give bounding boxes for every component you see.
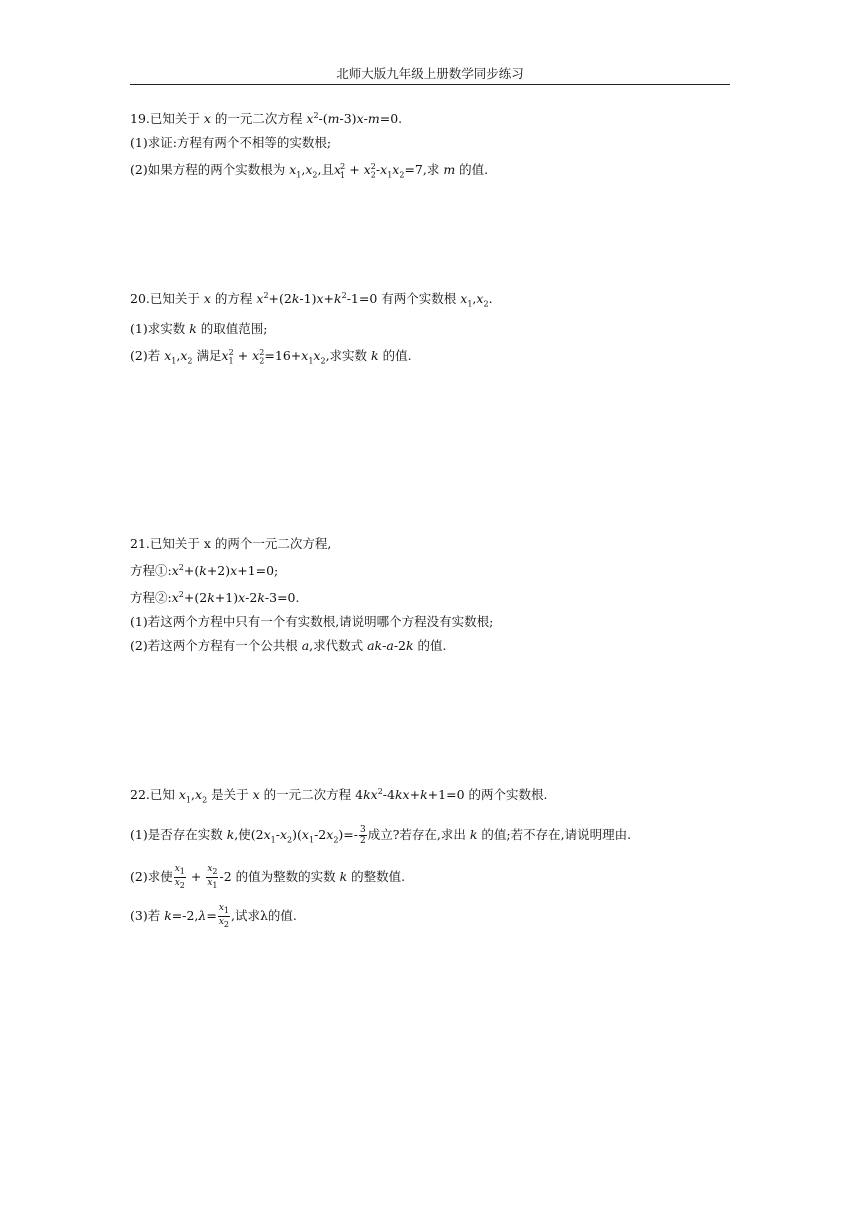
problem-21-equation-2: 方程$②:x^2+(2k+1)x-2k-3=0$. bbox=[130, 590, 300, 606]
problem-21-stem: 21.已知关于 x 的两个一元二次方程, bbox=[130, 536, 332, 551]
problem-21-equation-1: 方程$①:x^2+(k+2)x+1=0$; bbox=[130, 563, 279, 579]
problem-19 bbox=[130, 104, 488, 188]
problem-20-stem: 20.已知关于 x 的方程 $x^2+(2k-1)x+k^2-1=0$ 有两个实数根 $x_1,x_2$. bbox=[130, 291, 493, 309]
problem-20 bbox=[130, 284, 493, 373]
problem-20-part-2: (2)若 $x_1,x_2$ 满足$x_1^2 + x_2^2=16+x_1x_2$,求实数 k 的值. bbox=[130, 347, 412, 366]
problem-19-part-2: (2)如果方程的两个实数根为 $x_1,x_2$,且$x_1^2 + x_2^2-x_1x_2=7$,求 m 的值. bbox=[130, 162, 489, 180]
problem-21-part-2: (2)若这两个方程有一个公共根 a,求代数式 ak-a-2k 的值. bbox=[130, 638, 447, 654]
problem-21 bbox=[130, 532, 493, 658]
problem-22-part-1: (1)是否存在实数 k,使$(2x_1-x_2)(x_1-2x_2)=-$ $\frac{3}{2}$ 成立?若存在,求出 k 的值;若不存在,请说明理由. bbox=[130, 824, 632, 846]
problem-19-part-1: (1)求证:方程有两个不相等的实数根; bbox=[130, 135, 332, 151]
problem-22-stem: 22.已知 $x_1,x_2$ 是关于 x 的一元二次方程 $4kx^2-4kx+k+1=0$ 的两个实数根. bbox=[130, 787, 548, 805]
header-divider bbox=[130, 84, 730, 85]
page-header-title: 北师大版九年级上册数学同步练习 bbox=[336, 66, 524, 81]
problem-22-part-3: (3)若 k=-2,λ= $\frac{x_1}{x_2}$ ,试求λ的值. bbox=[130, 902, 297, 929]
problem-19-stem: 19.已知关于 x 的一元二次方程 $x^2-(m-3)x-m=0$. bbox=[130, 111, 403, 127]
problem-21-part-1: (1)若这两个方程中只有一个有实数根,请说明哪个方程没有实数根; bbox=[130, 614, 494, 630]
problem-20-part-1: (1)求实数 k 的取值范围; bbox=[130, 320, 268, 336]
problem-22 bbox=[130, 780, 631, 929]
problem-22-part-2: (2)求使 $\frac{x_1}{x_2}$ + $\frac{x_2}{x_1}$ -2 的值为整数的实数 k 的整数值. bbox=[130, 864, 406, 890]
